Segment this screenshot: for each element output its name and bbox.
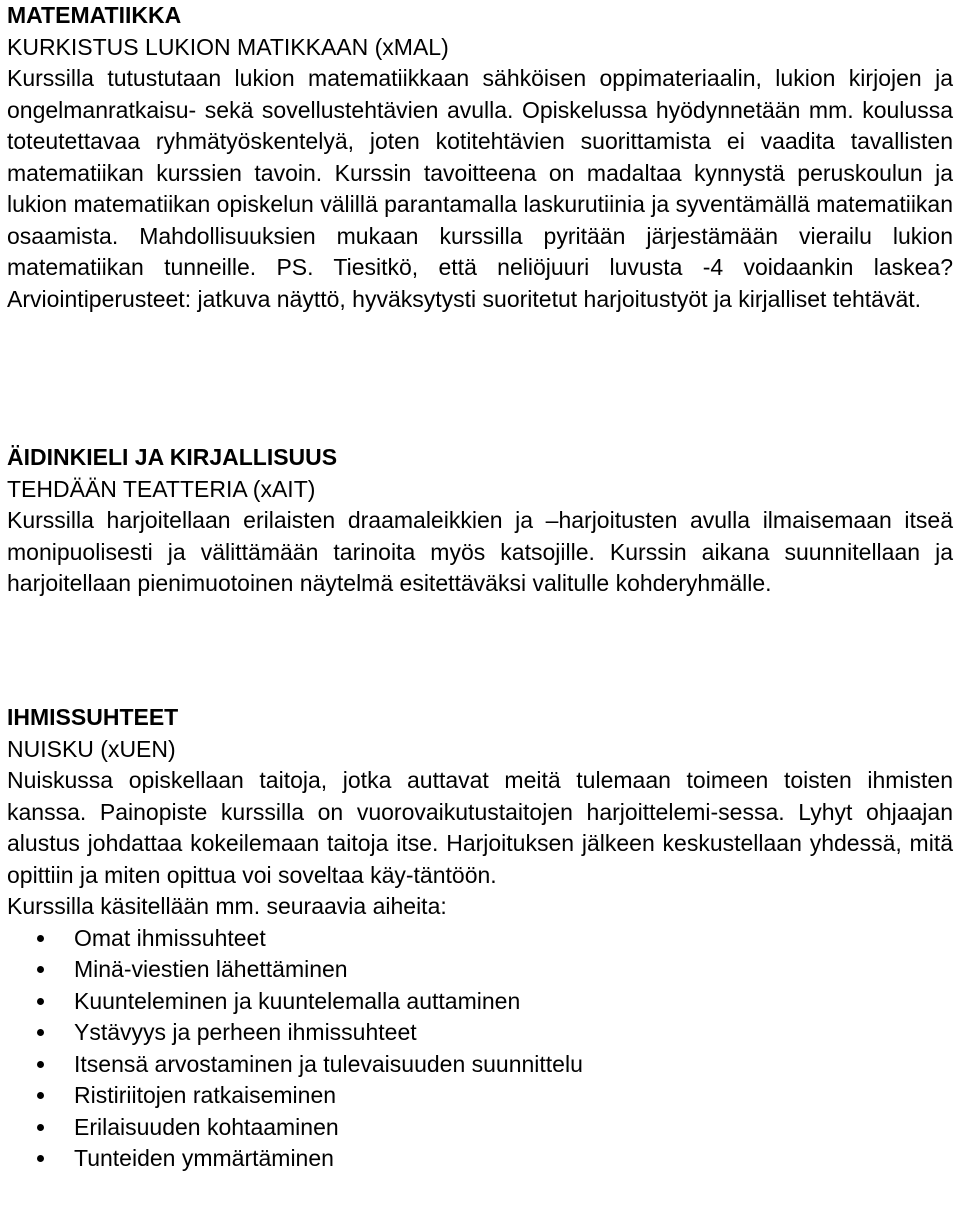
topics-intro: Kurssilla käsitellään mm. seuraavia aiheita: (7, 893, 447, 919)
section-mother-tongue (7, 442, 953, 600)
list-item-label: Tunteiden ymmärtäminen (74, 1145, 334, 1171)
bullet-icon (37, 1124, 44, 1131)
list-item-label: Erilaisuuden kohtaaminen (74, 1113, 339, 1140)
list-item-label: Minä-viestien lähettäminen (74, 956, 348, 982)
list-item (7, 954, 953, 986)
course-description: Nuiskussa opiskellaan taitoja, jotka auttavat meitä tulemaan toimeen toisten ihmisten kanssa. Painopiste kurssilla on vuorovaikutustaitojen harjoittelemi-sessa. Lyhyt ohjaajan alustus johdattaa kokeilemaan taitoja itse. Harjoituksen jälkeen keskustellaan yhdessä, mitä opittiin ja miten opittua voi soveltaa käy-täntöön. (7, 767, 953, 888)
list-item-label: Ristiriitojen ratkaiseminen (74, 1082, 337, 1108)
list-item (7, 1112, 953, 1144)
list-item-label: Kuunteleminen ja kuuntelemalla auttaminen (74, 987, 521, 1014)
course-description: Kurssilla tutustutaan lukion matematiikkaan sähköisen oppimateriaalin, lukion kirjojen ja ongelmanratkaisu- sekä sovellustehtävien avulla. Opiskelussa hyödynnetään mm. koulussa toteutettavaa ryhmätyöskentelyä, joten kotitehtävien suorittamista ei vaadita tavallisten matematiikan kurssien tavoin. Kurssin tavoitteena on madaltaa kynnystä peruskoulun ja lukion matematiikan opiskelun välillä parantamalla laskurutiinia ja syventämällä matematiikan osaamista. Mahdollisuuksien mukaan kurssilla pyritään järjestämään vierailu lukion matematiikan tunneille. PS. Tiesitkö, että neliöjuuri luvusta -4 voidaankin laskea? Arviointiperusteet: jatkuva näyttö, hyväksytysti suoritetut harjoitustyöt ja kirjalliset tehtävät. (7, 65, 954, 312)
section-mathematics (7, 0, 953, 315)
topics-list (7, 923, 953, 1175)
bullet-icon (37, 1092, 44, 1099)
list-item (7, 1143, 953, 1175)
bullet-icon (37, 1155, 44, 1162)
list-item-label: Ystävyys ja perheen ihmissuhteet (74, 1019, 417, 1045)
list-item (7, 1017, 953, 1049)
course-title: TEHDÄÄN TEATTERIA (xAIT) (7, 475, 316, 502)
course-title: KURKISTUS LUKION MATIKKAAN (xMAL) (7, 33, 449, 60)
list-item-label: Omat ihmissuhteet (74, 924, 266, 951)
section-heading: ÄIDINKIELI JA KIRJALLISUUS (7, 444, 338, 470)
list-item (7, 1080, 953, 1112)
bullet-icon (37, 1061, 44, 1068)
list-item (7, 986, 953, 1018)
bullet-icon (37, 1029, 44, 1036)
bullet-icon (37, 935, 44, 942)
bullet-icon (37, 998, 44, 1005)
list-item (7, 1049, 953, 1081)
section-heading: IHMISSUHTEET (7, 704, 179, 730)
course-title: NUISKU (xUEN) (7, 735, 176, 762)
bullet-icon (37, 966, 44, 973)
list-item (7, 923, 953, 955)
section-relationships (7, 702, 953, 1175)
section-heading: MATEMATIIKKA (7, 2, 182, 28)
list-item-label: Itsensä arvostaminen ja tulevaisuuden suunnittelu (74, 1050, 583, 1077)
course-description: Kurssilla harjoitellaan erilaisten draamaleikkien ja –harjoitusten avulla ilmaisemaan itseä monipuolisesti ja välittämään tarinoita myös katsojille. Kurssin aikana suunnitellaan ja harjoitellaan pienimuotoinen näytelmä esitettäväksi valitulle kohderyhmälle. (7, 507, 953, 596)
